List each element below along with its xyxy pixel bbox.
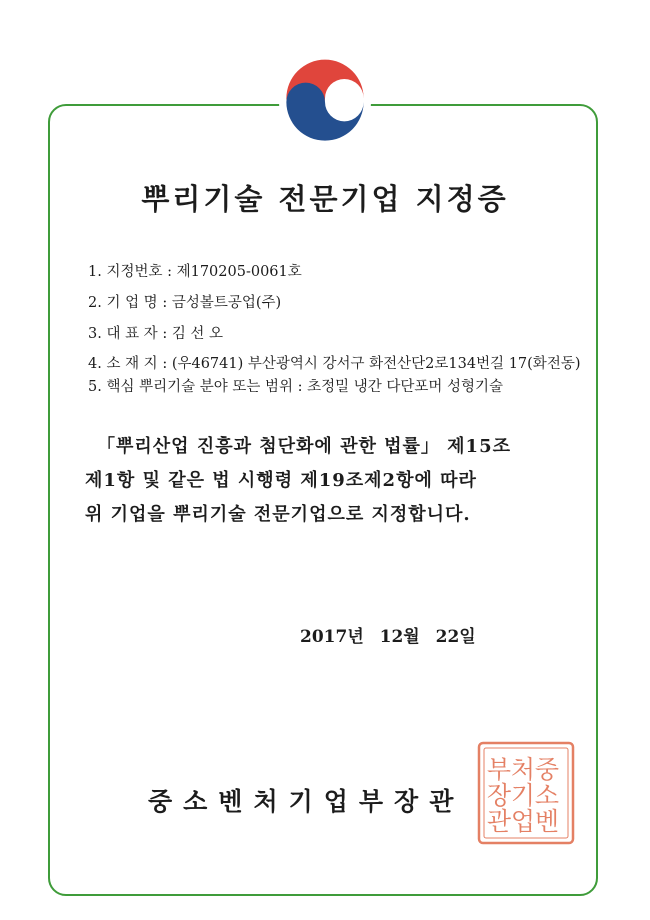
field-core-technology <box>88 379 588 395</box>
field-designation-number <box>88 264 588 280</box>
field-label: 핵심 뿌리기술 분야 또는 범위 <box>106 379 293 395</box>
field-separator: : <box>162 295 168 311</box>
field-value: 금성볼트공업(주) <box>171 295 282 311</box>
body-line: 제1항 및 같은 법 시행령 제19조제2항에 따라 <box>85 470 477 491</box>
field-representative <box>88 326 588 342</box>
certificate-title: 뿌리기술 전문기업 지정증 <box>141 182 509 216</box>
body-line: 「뿌리산업 진흥과 첨단화에 관한 법률」 제15조 <box>97 436 511 457</box>
field-number: 4. <box>88 356 102 372</box>
field-label: 소 재 지 <box>106 356 158 372</box>
field-value: 제170205-0061호 <box>176 264 302 280</box>
field-number: 3. <box>88 326 102 342</box>
field-number: 2. <box>88 295 102 311</box>
field-label: 기 업 명 <box>106 295 158 311</box>
field-value: 김 선 오 <box>171 326 224 342</box>
field-number: 5. <box>88 379 102 395</box>
field-label: 지정번호 <box>106 264 163 280</box>
field-label: 대 표 자 <box>106 326 158 342</box>
field-number: 1. <box>88 264 102 280</box>
svg-text:소: 소 <box>534 781 560 810</box>
body-line: 위 기업을 뿌리기술 전문기업으로 지정합니다. <box>85 504 471 525</box>
issuer-title: 중소벤처기업부장관 <box>148 787 465 816</box>
field-company-name <box>88 295 588 311</box>
field-separator: : <box>162 326 168 342</box>
svg-text:중: 중 <box>534 755 560 784</box>
field-value: (우46741) 부산광역시 강서구 화전산단2로134번길 17(화전동) <box>171 356 581 372</box>
field-separator: : <box>162 356 168 372</box>
svg-text:관: 관 <box>486 807 512 836</box>
svg-text:부: 부 <box>486 755 512 784</box>
svg-text:장: 장 <box>486 781 512 810</box>
svg-text:업: 업 <box>510 807 536 836</box>
field-value: 초정밀 냉간 다단포머 성형기술 <box>307 379 504 395</box>
taegeuk-emblem-icon <box>279 56 371 148</box>
svg-text:벤: 벤 <box>534 807 560 836</box>
certificate-fields <box>88 264 588 395</box>
field-address <box>88 356 588 372</box>
field-separator: : <box>167 264 172 280</box>
issue-date: 2017년 12월 22일 <box>300 627 476 647</box>
official-seal-icon <box>476 740 576 846</box>
field-separator: : <box>297 379 303 395</box>
svg-text:처: 처 <box>510 755 536 784</box>
certificate-body-text <box>85 430 575 532</box>
svg-text:기: 기 <box>510 781 536 810</box>
